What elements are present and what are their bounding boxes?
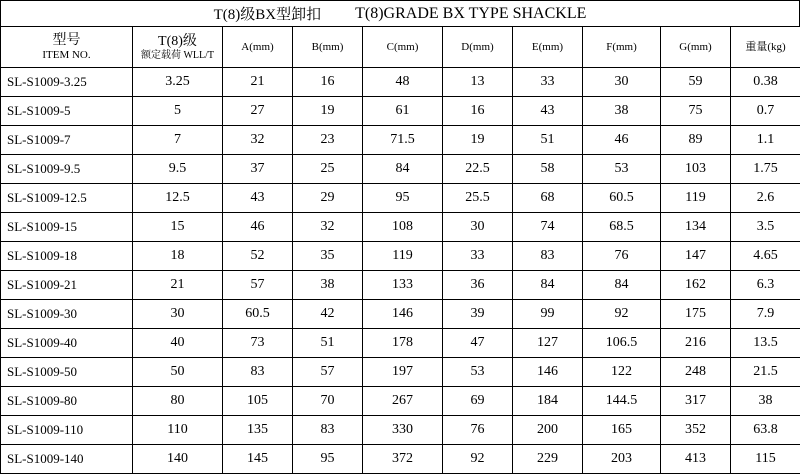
cell-value: 12.5 <box>133 184 223 213</box>
column-header-weight <box>731 27 800 68</box>
cell-value: 115 <box>731 445 800 474</box>
cell-value: 60.5 <box>223 300 293 329</box>
column-header-e <box>513 27 583 68</box>
table-row <box>1 387 800 416</box>
cell-value: 43 <box>223 184 293 213</box>
cell-value: 74 <box>513 213 583 242</box>
cell-value: 25.5 <box>443 184 513 213</box>
table-row <box>1 416 800 445</box>
cell-value: 22.5 <box>443 155 513 184</box>
table-row <box>1 126 800 155</box>
cell-value: 413 <box>661 445 731 474</box>
cell-value: 140 <box>133 445 223 474</box>
column-header-g <box>661 27 731 68</box>
column-header-item <box>1 27 133 68</box>
column-header-item-en: ITEM NO. <box>1 49 132 62</box>
cell-value: 89 <box>661 126 731 155</box>
cell-value: 0.7 <box>731 97 800 126</box>
cell-value: 21 <box>133 271 223 300</box>
cell-value: 165 <box>583 416 661 445</box>
cell-value: 19 <box>293 97 363 126</box>
cell-value: 197 <box>363 358 443 387</box>
table-row <box>1 300 800 329</box>
cell-value: 50 <box>133 358 223 387</box>
cell-item-no: SL-S1009-140 <box>1 445 133 474</box>
cell-value: 13 <box>443 68 513 97</box>
cell-item-no: SL-S1009-9.5 <box>1 155 133 184</box>
cell-item-no: SL-S1009-15 <box>1 213 133 242</box>
cell-item-no: SL-S1009-30 <box>1 300 133 329</box>
cell-value: 19 <box>443 126 513 155</box>
cell-value: 84 <box>363 155 443 184</box>
cell-value: 68.5 <box>583 213 661 242</box>
cell-value: 162 <box>661 271 731 300</box>
cell-value: 25 <box>293 155 363 184</box>
column-header-a-label: A(mm) <box>223 39 292 56</box>
cell-value: 4.65 <box>731 242 800 271</box>
table-row <box>1 242 800 271</box>
cell-value: 75 <box>661 97 731 126</box>
cell-value: 83 <box>513 242 583 271</box>
table-row <box>1 271 800 300</box>
cell-value: 146 <box>513 358 583 387</box>
cell-value: 99 <box>513 300 583 329</box>
cell-value: 119 <box>661 184 731 213</box>
table-header <box>1 27 800 68</box>
title-english: T(8)GRADE BX TYPE SHACKLE <box>355 5 586 23</box>
cell-value: 175 <box>661 300 731 329</box>
cell-value: 53 <box>443 358 513 387</box>
cell-value: 57 <box>293 358 363 387</box>
title-chinese: T(8)级BX型卸扣 <box>214 3 322 24</box>
cell-value: 76 <box>443 416 513 445</box>
cell-value: 80 <box>133 387 223 416</box>
column-header-c <box>363 27 443 68</box>
cell-value: 5 <box>133 97 223 126</box>
cell-value: 84 <box>513 271 583 300</box>
cell-value: 30 <box>133 300 223 329</box>
cell-value: 95 <box>363 184 443 213</box>
cell-value: 57 <box>223 271 293 300</box>
cell-value: 105 <box>223 387 293 416</box>
cell-value: 46 <box>583 126 661 155</box>
cell-value: 70 <box>293 387 363 416</box>
cell-value: 33 <box>443 242 513 271</box>
table-row <box>1 329 800 358</box>
cell-value: 21.5 <box>731 358 800 387</box>
cell-item-no: SL-S1009-5 <box>1 97 133 126</box>
cell-value: 36 <box>443 271 513 300</box>
cell-item-no: SL-S1009-12.5 <box>1 184 133 213</box>
cell-item-no: SL-S1009-18 <box>1 242 133 271</box>
cell-value: 7.9 <box>731 300 800 329</box>
specification-table <box>0 26 800 474</box>
cell-value: 122 <box>583 358 661 387</box>
cell-item-no: SL-S1009-40 <box>1 329 133 358</box>
cell-value: 1.1 <box>731 126 800 155</box>
cell-value: 144.5 <box>583 387 661 416</box>
cell-value: 83 <box>223 358 293 387</box>
cell-value: 106.5 <box>583 329 661 358</box>
cell-value: 33 <box>513 68 583 97</box>
cell-value: 0.38 <box>731 68 800 97</box>
column-header-item-cn: 型号 <box>1 32 132 49</box>
cell-value: 18 <box>133 242 223 271</box>
cell-value: 84 <box>583 271 661 300</box>
cell-value: 147 <box>661 242 731 271</box>
cell-value: 317 <box>661 387 731 416</box>
cell-value: 51 <box>293 329 363 358</box>
cell-value: 145 <box>223 445 293 474</box>
column-header-d <box>443 27 513 68</box>
cell-item-no: SL-S1009-21 <box>1 271 133 300</box>
cell-value: 32 <box>223 126 293 155</box>
cell-item-no: SL-S1009-3.25 <box>1 68 133 97</box>
cell-value: 330 <box>363 416 443 445</box>
cell-value: 267 <box>363 387 443 416</box>
cell-value: 110 <box>133 416 223 445</box>
cell-value: 103 <box>661 155 731 184</box>
cell-value: 184 <box>513 387 583 416</box>
column-header-c-label: C(mm) <box>363 39 442 56</box>
cell-value: 53 <box>583 155 661 184</box>
column-header-wll-cn: T(8)级 <box>133 33 222 50</box>
cell-value: 71.5 <box>363 126 443 155</box>
column-header-wll <box>133 27 223 68</box>
cell-value: 73 <box>223 329 293 358</box>
cell-value: 178 <box>363 329 443 358</box>
cell-value: 83 <box>293 416 363 445</box>
cell-value: 6.3 <box>731 271 800 300</box>
column-header-a <box>223 27 293 68</box>
cell-value: 13.5 <box>731 329 800 358</box>
cell-value: 69 <box>443 387 513 416</box>
cell-value: 16 <box>443 97 513 126</box>
cell-value: 58 <box>513 155 583 184</box>
cell-value: 7 <box>133 126 223 155</box>
cell-value: 92 <box>443 445 513 474</box>
column-header-d-label: D(mm) <box>443 39 512 56</box>
cell-value: 46 <box>223 213 293 242</box>
cell-value: 27 <box>223 97 293 126</box>
column-header-b <box>293 27 363 68</box>
cell-value: 15 <box>133 213 223 242</box>
table-row <box>1 358 800 387</box>
table-row <box>1 184 800 213</box>
cell-value: 127 <box>513 329 583 358</box>
cell-value: 1.75 <box>731 155 800 184</box>
cell-value: 3.5 <box>731 213 800 242</box>
column-header-wll-sub: 额定载荷 WLL/T <box>133 50 222 62</box>
cell-value: 2.6 <box>731 184 800 213</box>
cell-value: 38 <box>293 271 363 300</box>
cell-value: 133 <box>363 271 443 300</box>
table-row <box>1 155 800 184</box>
cell-item-no: SL-S1009-110 <box>1 416 133 445</box>
cell-value: 95 <box>293 445 363 474</box>
cell-value: 119 <box>363 242 443 271</box>
cell-value: 29 <box>293 184 363 213</box>
cell-value: 248 <box>661 358 731 387</box>
cell-value: 48 <box>363 68 443 97</box>
cell-value: 134 <box>661 213 731 242</box>
cell-value: 92 <box>583 300 661 329</box>
cell-value: 30 <box>583 68 661 97</box>
cell-value: 200 <box>513 416 583 445</box>
cell-value: 352 <box>661 416 731 445</box>
table-body <box>1 68 800 474</box>
cell-value: 63.8 <box>731 416 800 445</box>
cell-value: 229 <box>513 445 583 474</box>
column-header-g-label: G(mm) <box>661 39 730 56</box>
cell-value: 47 <box>443 329 513 358</box>
cell-value: 51 <box>513 126 583 155</box>
cell-value: 68 <box>513 184 583 213</box>
cell-value: 35 <box>293 242 363 271</box>
cell-item-no: SL-S1009-50 <box>1 358 133 387</box>
cell-value: 40 <box>133 329 223 358</box>
column-header-b-label: B(mm) <box>293 39 362 56</box>
cell-value: 108 <box>363 213 443 242</box>
cell-value: 37 <box>223 155 293 184</box>
cell-value: 39 <box>443 300 513 329</box>
cell-value: 38 <box>583 97 661 126</box>
column-header-e-label: E(mm) <box>513 39 582 56</box>
cell-value: 216 <box>661 329 731 358</box>
cell-value: 16 <box>293 68 363 97</box>
column-header-f <box>583 27 661 68</box>
sheet-title <box>0 0 800 26</box>
cell-value: 146 <box>363 300 443 329</box>
cell-value: 60.5 <box>583 184 661 213</box>
cell-value: 52 <box>223 242 293 271</box>
table-row <box>1 68 800 97</box>
cell-value: 203 <box>583 445 661 474</box>
cell-item-no: SL-S1009-7 <box>1 126 133 155</box>
cell-value: 42 <box>293 300 363 329</box>
cell-item-no: SL-S1009-80 <box>1 387 133 416</box>
cell-value: 135 <box>223 416 293 445</box>
column-header-weight-label: 重量(kg) <box>731 39 800 56</box>
table-row <box>1 213 800 242</box>
cell-value: 23 <box>293 126 363 155</box>
header-row <box>1 27 800 68</box>
table-row <box>1 445 800 474</box>
cell-value: 43 <box>513 97 583 126</box>
cell-value: 21 <box>223 68 293 97</box>
cell-value: 3.25 <box>133 68 223 97</box>
cell-value: 372 <box>363 445 443 474</box>
table-row <box>1 97 800 126</box>
cell-value: 61 <box>363 97 443 126</box>
cell-value: 32 <box>293 213 363 242</box>
cell-value: 9.5 <box>133 155 223 184</box>
cell-value: 38 <box>731 387 800 416</box>
cell-value: 30 <box>443 213 513 242</box>
cell-value: 76 <box>583 242 661 271</box>
cell-value: 59 <box>661 68 731 97</box>
column-header-f-label: F(mm) <box>583 39 660 56</box>
